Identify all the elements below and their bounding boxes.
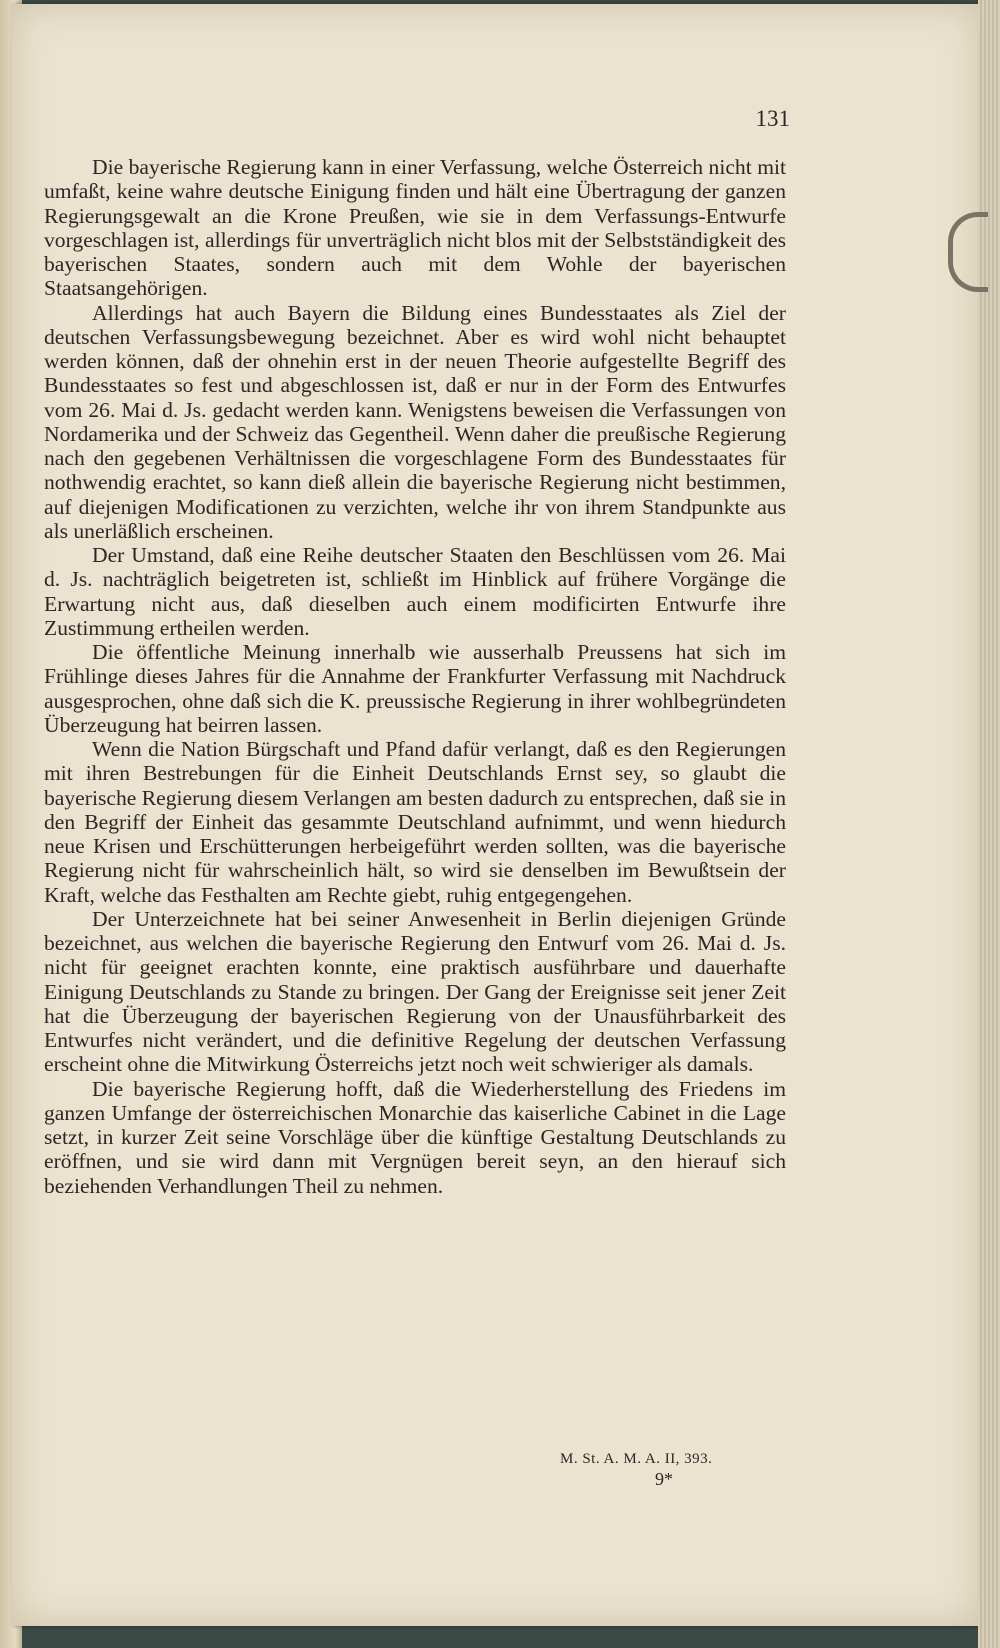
paragraph: Der Unterzeichnete hat bei seiner Anwesenheit in Berlin diejenigen Gründe bezeichnet, aus welchen die bayerische Regierung den Entwurf vom 26. Mai d. Js. nicht für geeignet erachten konnte, eine praktisch ausführbare und dauerhafte Einigung Deutschlands zu Stande zu bringen. Der Gang der Ereignisse seit jener Zeit hat die Überzeugung der bayerischen Regierung von der Unausführbarkeit des Entwurfes nicht verändert, und die definitive Regelung der deutschen Verfassung erscheint ohne die Mitwirkung Österreichs jetzt noch weit schwieriger als damals.: [44, 906, 786, 1077]
paragraph: Die öffentliche Meinung innerhalb wie ausserhalb Preussens hat sich im Frühlinge dieses Jahres für die Annahme der Frankfurter Verfassung mit Nachdruck ausgesprochen, ohne daß sich die K. preussische Regierung in ihrer wohlbegründeten Überzeugung hat beirren lassen.: [44, 640, 786, 737]
page-number: 131: [755, 106, 790, 131]
paragraph: Die bayerische Regierung kann in einer Verfassung, welche Österreich nicht mit umfaßt, keine wahre deutsche Einigung finden und hält eine Übertragung der ganzen Regierungsgewalt an die Krone Preußen, wie sie in dem Verfassungs-Entwurfe vorgeschlagen ist, allerdings für unverträglich nicht blos mit der Selbstständigkeit des bayerischen Staates, sondern auch mit dem Wohle der bayerischen Staatsangehörigen.: [44, 155, 786, 301]
paper-clip-icon: [948, 212, 988, 292]
paragraph: Allerdings hat auch Bayern die Bildung eines Bundesstaates als Ziel der deutschen Verfassungsbewegung bezeichnet. Aber es wird wohl nicht behauptet werden können, daß der ohnehin erst in der neuen Theorie aufgestellte Begriff des Bundesstaates so fest und abgeschlossen ist, daß er nur in der Form des Entwurfes vom 26. Mai d. Js. gedacht werden kann. Wenigstens beweisen die Verfassungen von Nordamerika und der Schweiz das Gegentheil. Wenn daher die preußische Regierung nach den gegebenen Verhältnissen die vorgeschlagene Form des Bundesstaates für nothwendig erachtet, so kann dieß allein die bayerische Regierung nicht bestimmen, auf diejenigen Modificationen zu verzichten, welche ihr von ihrem Standpunkte aus als unerläßlich erscheinen.: [44, 300, 786, 543]
signature-mark: 9*: [655, 1469, 673, 1489]
body-text: [44, 155, 786, 1198]
paragraph: Der Umstand, daß eine Reihe deutscher Staaten den Beschlüssen vom 26. Mai d. Js. nachträglich beigetreten ist, schließt im Hinblick auf frühere Vorgänge die Erwartung nicht aus, daß dieselben auch einem modificirten Entwurfe ihre Zustimmung ertheilen werden.: [44, 543, 786, 640]
paragraph: Wenn die Nation Bürgschaft und Pfand dafür verlangt, daß es den Regierungen mit ihren Bestrebungen für die Einheit Deutschlands Ernst sey, so glaubt die bayerische Regierung diesem Verlangen am besten dadurch zu entsprechen, daß sie in den Begriff der Einheit das gesammte Deutschland aufnimmt, und wenn hiedurch neue Krisen und Erschütterungen herbeigeführt werden sollten, was die bayerische Regierung nicht für wahrscheinlich hält, so wird sie denselben im Bewußtsein der Kraft, welche das Festhalten am Rechte giebt, ruhig entgegengehen.: [44, 737, 786, 907]
source-reference: M. St. A. M. A. II, 393.: [560, 1451, 713, 1467]
paragraph: Die bayerische Regierung hofft, daß die Wiederherstellung des Friedens im ganzen Umfange der österreichischen Monarchie das kaiserliche Cabinet in die Lage setzt, in kurzer Zeit seine Vorschläge über die künftige Gestaltung Deutschlands zu eröffnen, und sie wird dann mit Vergnügen bereit seyn, an den hierauf sich beziehenden Verhandlungen Theil zu nehmen.: [44, 1076, 786, 1198]
